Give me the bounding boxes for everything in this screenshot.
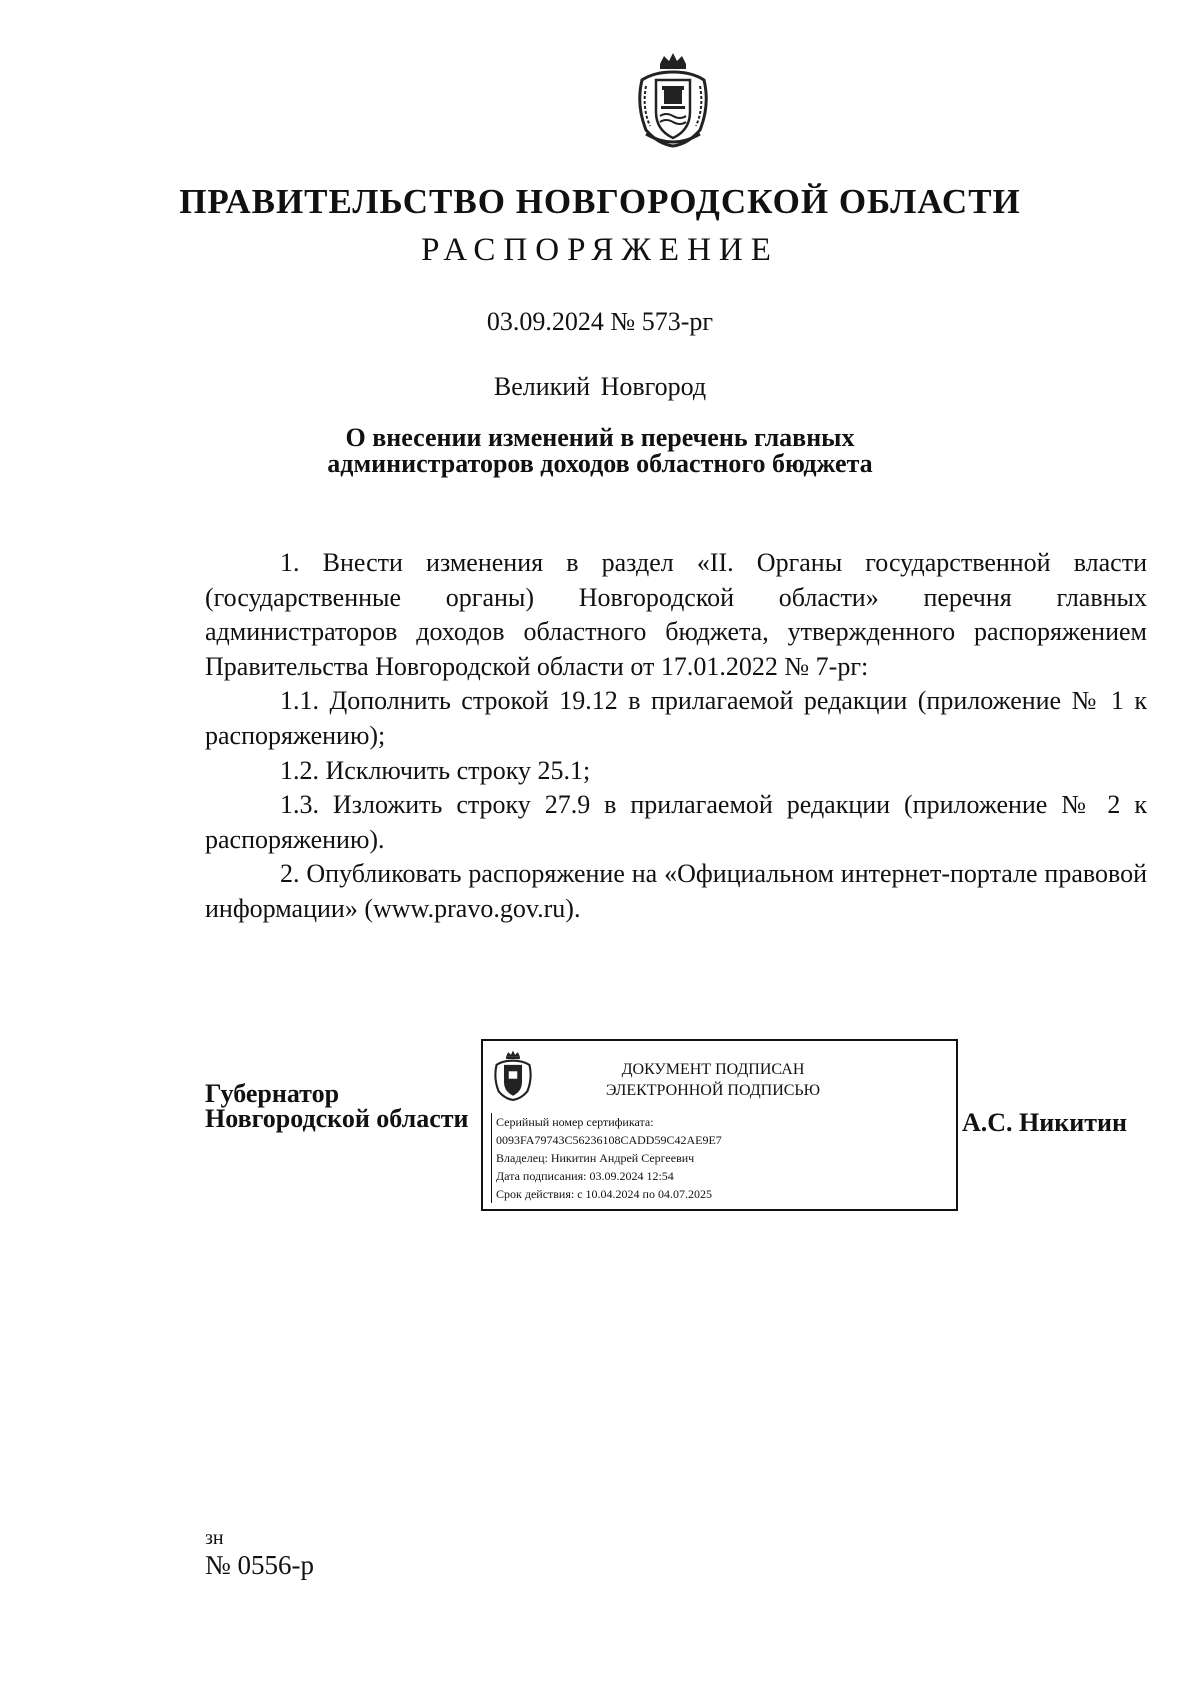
stamp-heading-line-2: ЭЛЕКТРОННОЙ ПОДПИСЬЮ (605, 1082, 821, 1099)
signer-name: А.С. Никитин (962, 1108, 1127, 1137)
stamp-heading (563, 1059, 863, 1101)
document-type: РАСПОРЯЖЕНИЕ (421, 232, 779, 268)
paragraph-1-3: 1.3. Изложить строку 27.9 в прилагаемой редакции (приложение № 2 к распоряжению). (205, 790, 1147, 854)
paragraph-1: 1. Внести изменения в раздел «II. Органы государственной власти (государственные органы) Новгородской области» перечня главных администраторов доходов областного бюджета, утвержденного распоряжением Правительства Новгородской области от 17.01.2022 № 7-рг: (205, 548, 1147, 681)
government-title: ПРАВИТЕЛЬСТВО НОВГОРОДСКОЙ ОБЛАСТИ (179, 182, 1021, 221)
coat-of-arms-icon (632, 50, 714, 148)
paragraph-2: 2. Опубликовать распоряжение на «Официальном интернет-портале правовой информации» (www.pravo.gov.ru). (205, 859, 1147, 923)
document-subject (0, 425, 1200, 477)
stamp-owner: Владелец: Никитин Андрей Сергеевич (491, 1149, 950, 1167)
paragraph-1-2: 1.2. Исключить строку 25.1; (280, 755, 591, 785)
document-date-number: 03.09.2024 № 573-рг (486, 307, 714, 336)
document-city: Великий Новгород (493, 372, 707, 401)
subject-line-1: О внесении изменений в перечень главных (345, 423, 855, 452)
stamp-signed-date: Дата подписания: 03.09.2024 12:54 (491, 1167, 950, 1185)
stamp-coat-of-arms-icon (491, 1049, 535, 1101)
electronic-signature-stamp (481, 1039, 958, 1211)
footer-registration-number: № 0556-р (205, 1550, 315, 1580)
stamp-details (491, 1113, 950, 1203)
signer-title-line-1: Губернатор (205, 1079, 340, 1108)
stamp-serial-label: Серийный номер сертификата: (491, 1113, 950, 1131)
footer-initials: зн (205, 1527, 224, 1549)
stamp-validity: Срок действия: с 10.04.2024 по 04.07.2025 (491, 1185, 950, 1203)
signer-title-line-2: Новгородской области (205, 1104, 469, 1133)
paragraph-1-1: 1.1. Дополнить строкой 19.12 в прилагаемой редакции (приложение № 1 к распоряжению); (205, 686, 1147, 750)
stamp-serial-value: 0093FA79743C56236108CADD59C42AE9E7 (491, 1131, 950, 1149)
stamp-heading-line-1: ДОКУМЕНТ ПОДПИСАН (621, 1061, 805, 1078)
signer-title (205, 1081, 469, 1131)
subject-line-2: администраторов доходов областного бюджета (327, 449, 873, 478)
document-body (205, 546, 1147, 927)
